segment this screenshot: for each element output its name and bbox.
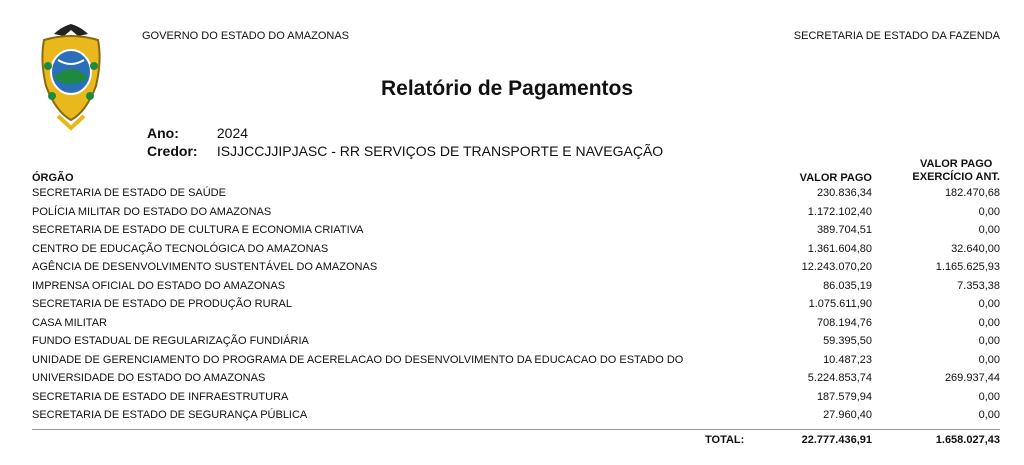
valor-ant-cell: 0,00 — [978, 353, 1000, 366]
valor-ant-cell: 182.470,68 — [944, 187, 1000, 200]
year-line — [147, 125, 248, 141]
valor-ant-cell: 0,00 — [978, 335, 1000, 348]
table-row — [32, 277, 1000, 296]
table-row — [32, 221, 1000, 240]
column-header-valor-pago: VALOR PAGO — [799, 172, 872, 184]
valor-ant-cell: 32.640,00 — [951, 242, 1000, 255]
table-row — [32, 351, 1000, 370]
table-row — [32, 203, 1000, 222]
column-header-orgao: ÓRGÃO — [32, 172, 74, 184]
column-header-line-1: VALOR PAGO — [920, 158, 993, 170]
column-header-line-2: EXERCÍCIO ANT. — [912, 171, 1000, 183]
valor-pago-cell: 1.172.102,40 — [807, 205, 872, 218]
orgao-cell: CENTRO DE EDUCAÇÃO TECNOLÓGICA DO AMAZONAS — [32, 242, 329, 255]
valor-ant-cell: 7.353,38 — [957, 279, 1000, 292]
valor-pago-cell: 708.194,76 — [816, 316, 872, 329]
report-title: Relatório de Pagamentos — [380, 77, 634, 100]
secretariat-header: SECRETARIA DE ESTADO DA FAZENDA — [793, 30, 1000, 42]
payments-table — [32, 184, 1000, 425]
valor-pago-cell: 10.487,23 — [823, 353, 872, 366]
year-value: 2024 — [216, 125, 249, 141]
valor-pago-cell: 27.960,40 — [823, 409, 872, 422]
orgao-cell: POLÍCIA MILITAR DO ESTADO DO AMAZONAS — [32, 205, 272, 218]
orgao-cell: AGÊNCIA DE DESENVOLVIMENTO SUSTENTÁVEL DO AMAZONAS — [32, 261, 378, 274]
table-row — [32, 388, 1000, 407]
valor-ant-cell: 269.937,44 — [944, 372, 1000, 385]
creditor-label: Credor: — [147, 143, 198, 159]
total-divider — [32, 429, 1000, 430]
valor-pago-cell: 5.224.853,74 — [807, 372, 872, 385]
table-row — [32, 240, 1000, 259]
orgao-cell: UNIDADE DE GERENCIAMENTO DO PROGRAMA DE ACERELACAO DO DESENVOLVIMENTO DA EDUCACAO DO ESTADO DO — [32, 353, 684, 366]
orgao-cell: SECRETARIA DE ESTADO DE SAÚDE — [32, 187, 226, 200]
valor-ant-cell: 0,00 — [978, 316, 1000, 329]
valor-pago-cell: 230.836,34 — [816, 187, 872, 200]
table-row — [32, 258, 1000, 277]
table-row — [32, 184, 1000, 203]
valor-pago-cell: 187.579,94 — [816, 390, 872, 403]
valor-ant-cell: 0,00 — [978, 409, 1000, 422]
valor-pago-cell: 389.704,51 — [816, 224, 872, 237]
valor-ant-cell: 0,00 — [978, 390, 1000, 403]
government-header: GOVERNO DO ESTADO DO AMAZONAS — [142, 30, 349, 42]
valor-ant-cell: 0,00 — [978, 205, 1000, 218]
table-row — [32, 295, 1000, 314]
table-row — [32, 369, 1000, 388]
orgao-cell: UNIVERSIDADE DO ESTADO DO AMAZONAS — [32, 372, 266, 385]
valor-pago-cell: 86.035,19 — [823, 279, 872, 292]
table-row — [32, 314, 1000, 333]
valor-ant-cell: 0,00 — [978, 224, 1000, 237]
creditor-line — [147, 143, 663, 159]
valor-ant-cell: 1.165.625,93 — [935, 261, 1000, 274]
creditor-value: ISJJCCJJIPJASC - RR SERVIÇOS DE TRANSPORTE E NAVEGAÇÃO — [216, 143, 664, 159]
table-row — [32, 406, 1000, 425]
year-label: Ano: — [147, 125, 179, 141]
orgao-cell: SECRETARIA DE ESTADO DE INFRAESTRUTURA — [32, 390, 289, 403]
orgao-cell: SECRETARIA DE ESTADO DE CULTURA E ECONOMIA CRIATIVA — [32, 224, 364, 237]
valor-pago-cell: 59.395,50 — [823, 335, 872, 348]
orgao-cell: FUNDO ESTADUAL DE REGULARIZAÇÃO FUNDIÁRIA — [32, 335, 309, 348]
total-valor-ant: 1.658.027,43 — [935, 434, 1000, 446]
orgao-cell: SECRETARIA DE ESTADO DE PRODUÇÃO RURAL — [32, 298, 292, 311]
total-valor-pago: 22.777.436,91 — [801, 434, 872, 446]
column-header-valor-pago-exercicio-ant — [912, 158, 1000, 184]
valor-pago-cell: 1.361.604,80 — [807, 242, 872, 255]
valor-ant-cell: 0,00 — [978, 298, 1000, 311]
table-row — [32, 332, 1000, 351]
valor-pago-cell: 1.075.611,90 — [808, 298, 872, 311]
total-label: TOTAL: — [705, 434, 745, 446]
valor-pago-cell: 12.243.070,20 — [801, 261, 872, 274]
orgao-cell: SECRETARIA DE ESTADO DE SEGURANÇA PÚBLICA — [32, 409, 308, 422]
orgao-cell: CASA MILITAR — [32, 316, 107, 329]
orgao-cell: IMPRENSA OFICIAL DO ESTADO DO AMAZONAS — [32, 279, 286, 292]
